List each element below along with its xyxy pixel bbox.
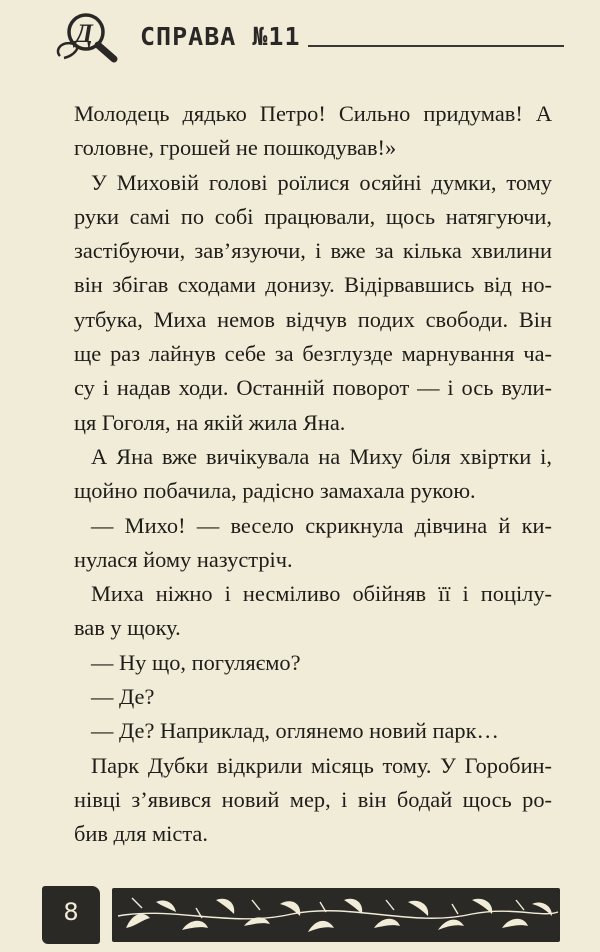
- text-line: — Де? Наприклад, оглянемо новий парк…: [91, 718, 499, 744]
- text-line: застібуючи, зав’язуючи, і вже за кілька хвилини: [74, 238, 552, 264]
- text-line: — Михо! — весело скрикнула дівчина й ки-: [91, 512, 552, 538]
- text-line: — Де?: [91, 684, 155, 710]
- leaf-ornament-icon: [112, 888, 560, 942]
- logo-letter: Д: [75, 19, 93, 48]
- text-line: бив для міста.: [74, 821, 208, 847]
- text-line: ще раз лайнув себе за безглузде марнування ча-: [74, 341, 552, 367]
- text-line: А Яна вже вичікувала на Миху біля хвіртки і,: [91, 443, 552, 469]
- text-line: Молодець дядько Петро! Сильно придумав! А: [74, 101, 552, 126]
- magnifier-logo-icon: [52, 10, 138, 64]
- text-line: утбука, Миха немов відчув подих свободи. Він: [74, 306, 552, 332]
- page-footer: [42, 886, 560, 946]
- text-line: — Ну що, погуляємо?: [91, 649, 301, 675]
- text-line: вав у щоку.: [74, 615, 181, 641]
- page-number-badge: [42, 886, 100, 944]
- text-line: Парк Дубки відкрили місяць тому. У Горобин-: [91, 752, 552, 778]
- text-line: ця Гоголя, на якій жила Яна.: [74, 409, 346, 435]
- text-line: У Миховій голові роїлися осяйні думки, тому: [91, 169, 552, 195]
- text-line: він збігав сходами донизу. Відірвавшись від но-: [74, 272, 552, 298]
- page-header: [52, 8, 564, 64]
- chapter-title: СПРАВА №11: [140, 22, 301, 51]
- header-divider: [308, 45, 564, 47]
- text-line: нулася йому назустріч.: [74, 546, 293, 572]
- text-line: щойно побачила, радісно замахала рукою.: [74, 478, 476, 504]
- text-line: су і надав ходи. Останній поворот — і ось вули-: [74, 375, 552, 401]
- text-line: нівці з’явився новий мер, і він бодай щось ро-: [74, 786, 552, 812]
- text-line: Миха ніжно і несміливо обійняв її і поцілу-: [91, 581, 552, 607]
- page-body: [74, 97, 552, 852]
- text-line: головне, грошей не пошкодував!»: [74, 135, 397, 161]
- text-line: руки самі по собі працювали, щось натягуючи,: [74, 203, 552, 229]
- page-number: 8: [63, 898, 79, 926]
